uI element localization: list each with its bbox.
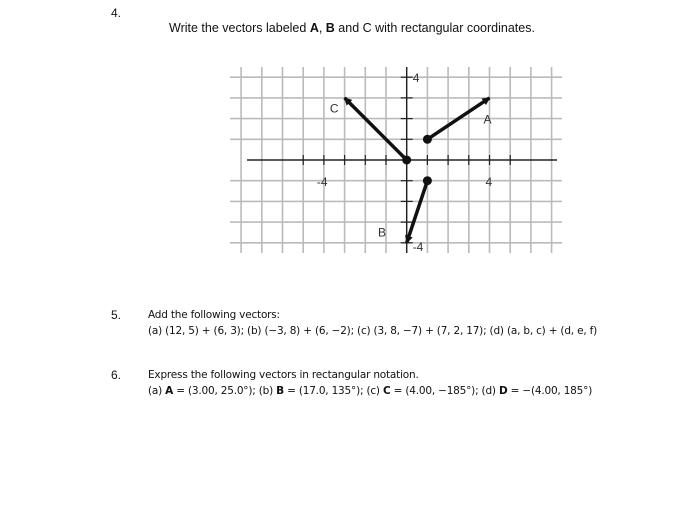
vector-c-tail-dot xyxy=(402,156,411,165)
vector-b-arrow xyxy=(407,181,428,243)
vector-c-arrow xyxy=(345,98,407,160)
problem-5-text: Add the following vectors: (a) (12, 5) + (6, 3); (b) (−3, 8) + (6, −2); (c) (3, 8, −7) + (7, 2, 17); (d) (a, b, c) + (d, e, f) xyxy=(148,309,597,337)
x-tick-label-neg4: -4 xyxy=(316,175,328,189)
problem-4-prompt: Write the vectors labeled A, B and C with rectangular coordinates. xyxy=(169,21,535,35)
vector-a-tail-dot xyxy=(423,135,432,144)
problem-6-text: Express the following vectors in rectangular notation. (a) A = (3.00, 25.0°); (b) B = (17.0, 135°); (c) C = (4.00, −185°); (d) D = −(4.00, 185°) xyxy=(148,369,593,397)
vector-label-c: C xyxy=(329,101,339,116)
vector-b-tail-dot xyxy=(423,176,432,185)
y-tick-label-4: 4 xyxy=(412,71,420,86)
problem-6-number: 6. xyxy=(111,368,122,382)
vector-label-a: A xyxy=(483,112,492,127)
x-tick-label-4: 4 xyxy=(485,175,493,189)
problem-5-number: 5. xyxy=(111,308,122,322)
vectors xyxy=(345,98,490,243)
vector-label-b: B xyxy=(378,225,387,240)
problem-4-number: 4. xyxy=(111,6,122,20)
y-tick-label-neg4: -4 xyxy=(412,239,424,254)
